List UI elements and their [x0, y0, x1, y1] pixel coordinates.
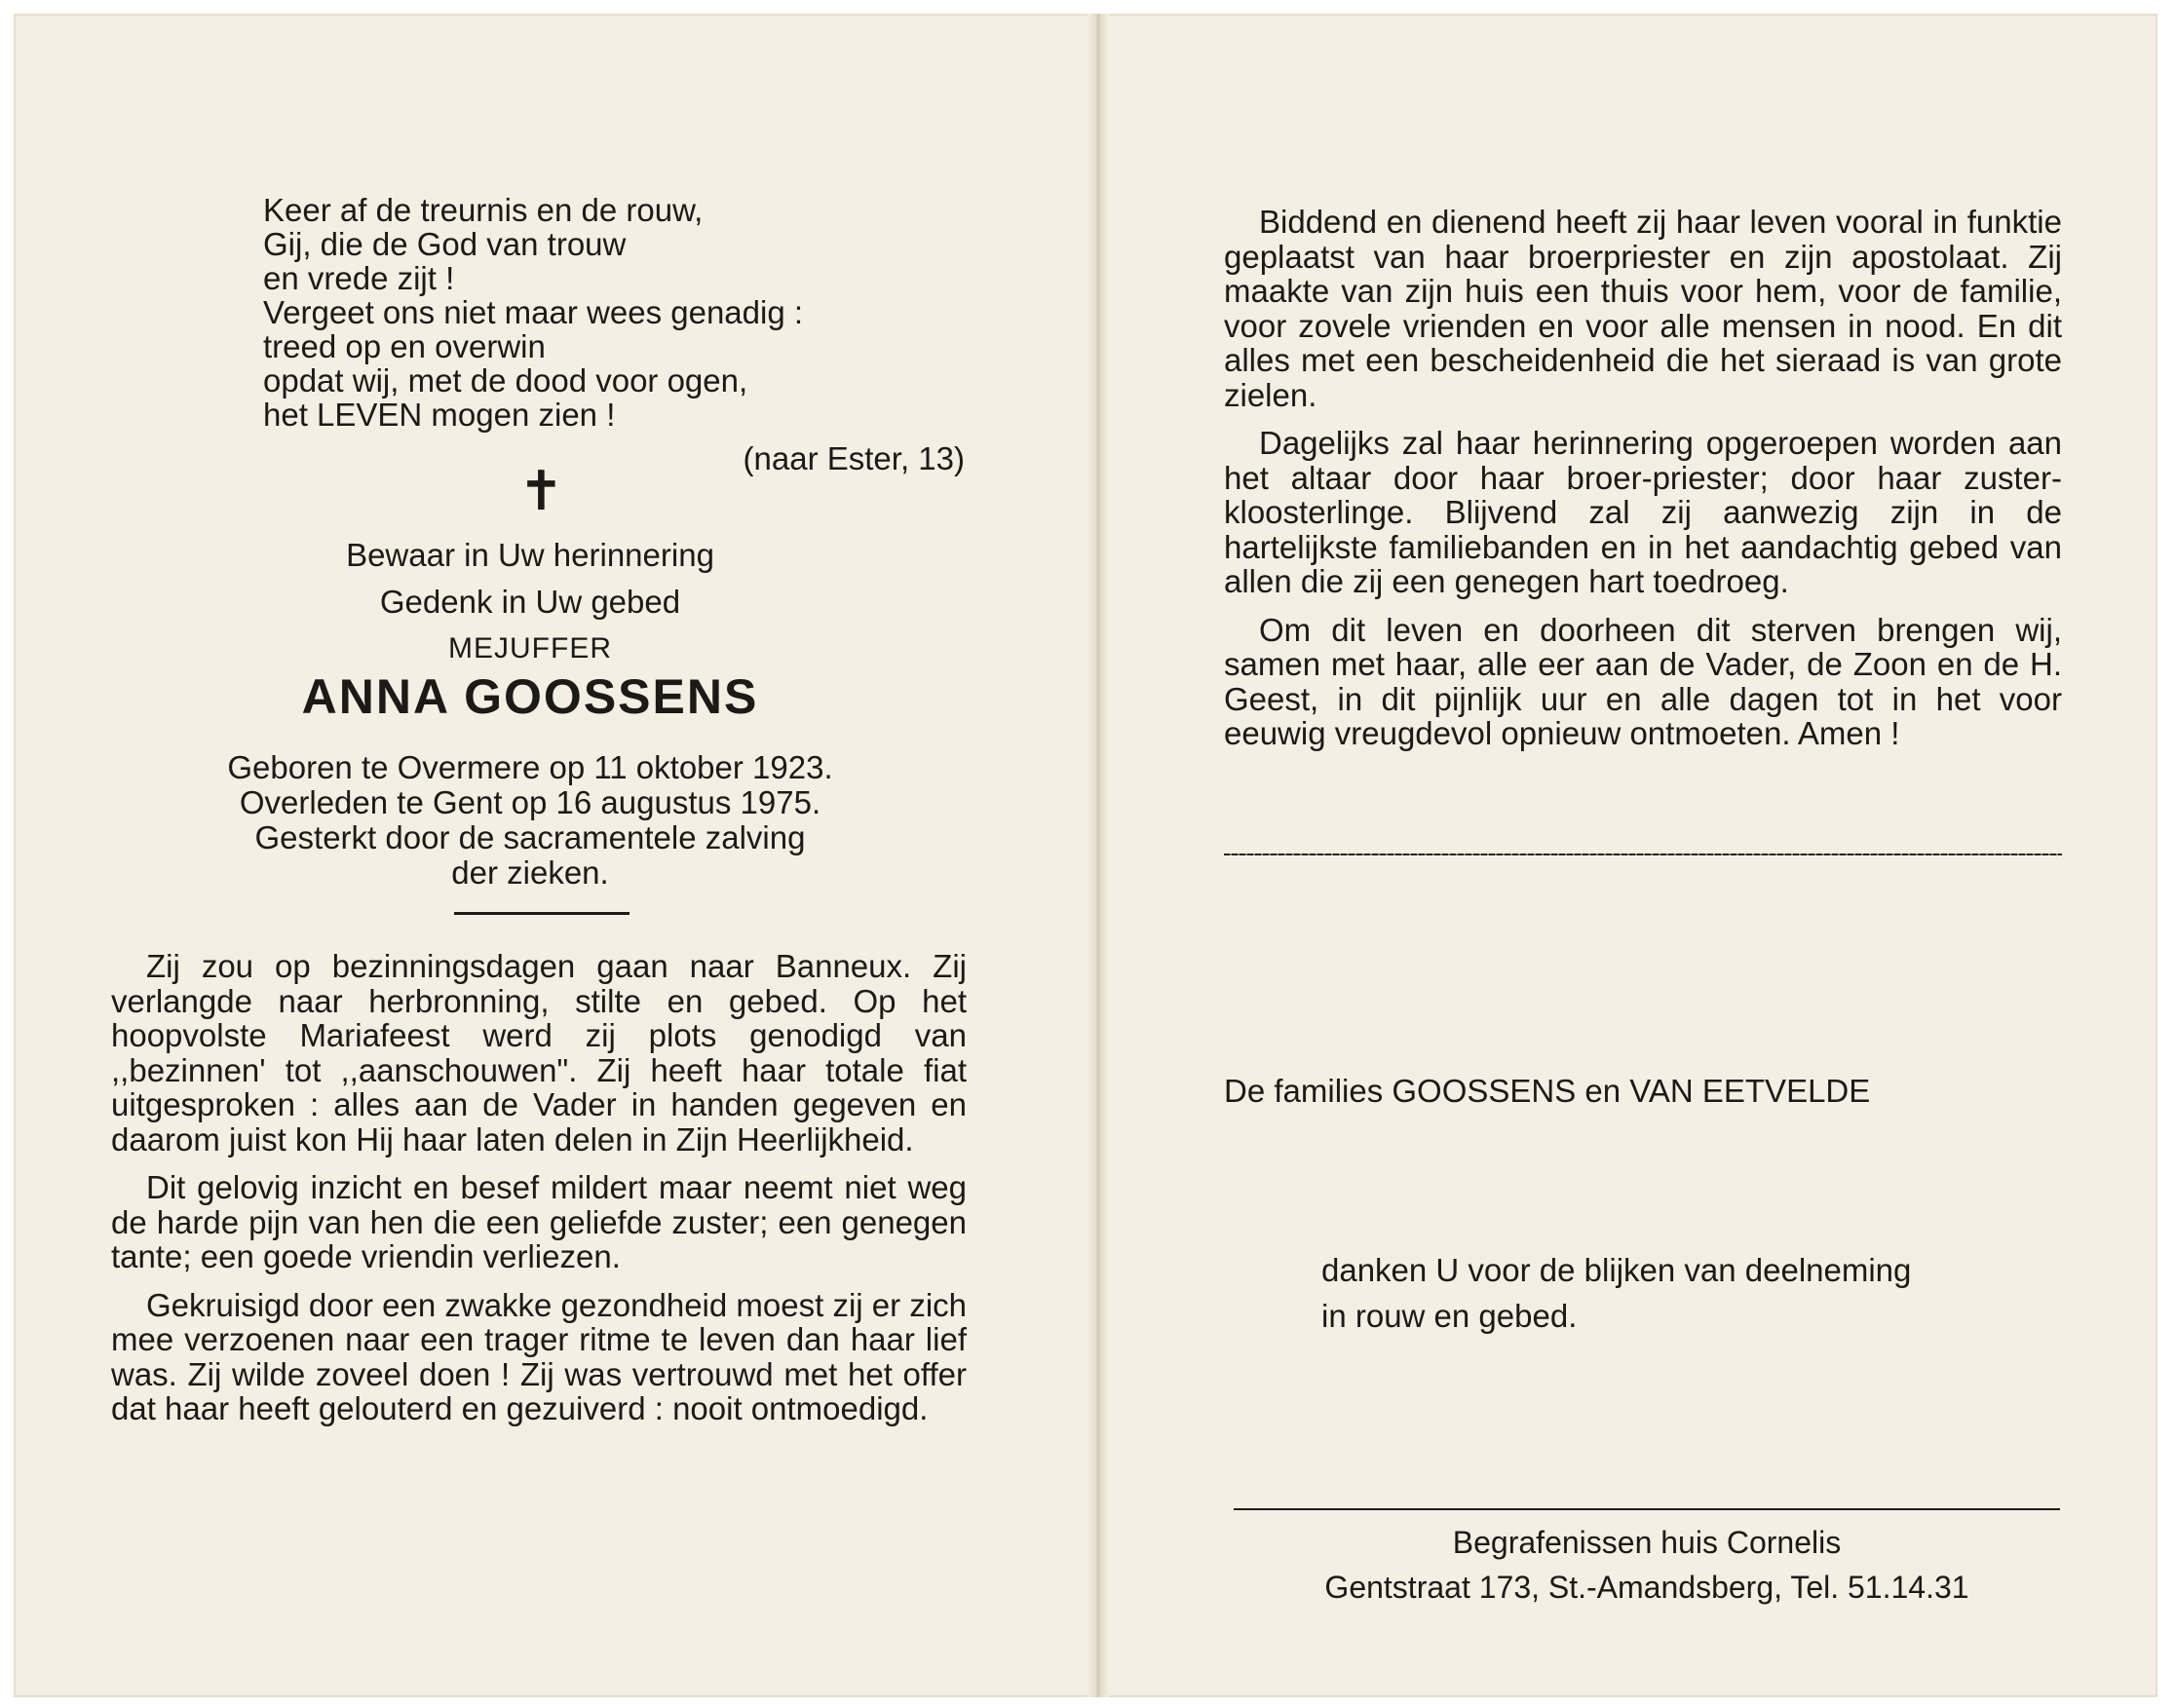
divider: [454, 912, 630, 915]
paragraph: Biddend en dienend heeft zij haar leven vooral in funktie geplaatst van haar broerpriester en zijn apostolaat. Zij maakte van zijn huis een thuis voor hem, voor de familie, voor zovele vrienden en voor alle mensen in nood. En dit alles met een bescheidenheid die het sieraad is van grote zielen.: [1224, 204, 2062, 413]
thanks-line-2: in rouw en gebed.: [1321, 1298, 1578, 1334]
card-fold: [1088, 14, 1109, 1697]
poem: [263, 193, 965, 475]
divider: [1224, 854, 2062, 855]
honorific-title: MEJUFFER: [448, 632, 612, 664]
remember-line-1: Bewaar in Uw herinnering: [346, 537, 714, 573]
paragraph: Dit gelovig inzicht en besef mildert maar neemt niet weg de harde pijn van hen die een geliefde zuster; een genegen tante; een goede vriendin verliezen.: [111, 1169, 967, 1274]
sacrament-line: Gesterkt door de sacramentele zalving: [254, 819, 806, 855]
cross-icon: ✝: [518, 460, 564, 521]
right-page: [1109, 14, 2157, 1697]
sacrament-line-end: der zieken.: [451, 854, 609, 891]
poem-source: (naar Ester, 13): [743, 440, 965, 476]
poem-line: treed op en overwin: [263, 328, 546, 364]
paragraph: Gekruisigd door een zwakke gezondheid moest zij er zich mee verzoenen naar een trager ritme te leven dan haar lief was. Zij wilde zoveel doen ! Zij was vertrouwd met het offer dat haar heeft gelouterd en gezuiverd : nooit ontmoedigd.: [111, 1286, 967, 1426]
paragraph: Dagelijks zal haar herinnering opgeroepen worden aan het altaar door haar broer-priester; door haar zuster-kloosterlinge. Blijvend zal zij aanwezig zijn in de hartelijkste familiebanden en in het aandachtig gebed van allen die zij een genegen hart toedroeg.: [1224, 425, 2062, 599]
funeral-home: [1234, 1520, 2060, 1610]
funeral-home-name: Begrafenissen huis Cornelis: [1452, 1525, 1842, 1560]
right-text-body: [1224, 205, 2062, 765]
poem-line: Vergeet ons niet maar wees genadig :: [263, 294, 804, 330]
left-page: [14, 14, 1088, 1697]
remember-line-2: Gedenk in Uw gebed: [379, 584, 681, 620]
memorial-card: [14, 14, 2157, 1697]
poem-line: Keer af de treurnis en de rouw,: [263, 192, 704, 228]
poem-line: opdat wij, met de dood voor ogen,: [263, 362, 748, 399]
divider: [1234, 1508, 2060, 1510]
paragraph: Zij zou op bezinningsdagen gaan naar Banneux. Zij verlangde naar herbronning, stilte en gebed. Op het hoopvolste Mariafeest werd zij plots genodigd van ,,bezinnen' tot ,,aanschouwen". Zij heeft haar totale fiat uitgesproken : alles aan de Vader in handen gegeven en daarom juist kon Hij haar laten delen in Zijn Heerlijkheid.: [111, 948, 967, 1158]
families-line: De families GOOSSENS en VAN EETVELDE: [1224, 1073, 1871, 1109]
death-line: Overleden te Gent op 16 augustus 1975.: [239, 784, 821, 820]
paragraph: Om dit leven en doorheen dit sterven brengen wij, samen met haar, alle eer aan de Vader, de Zoon en de H. Geest, in dit pijnlijk uur en alle dagen tot in het voor eeuwig vreugdevol opnieuw ontmoeten. Amen !: [1224, 611, 2062, 751]
poem-line: en vrede zijt !: [263, 260, 455, 296]
funeral-home-address: Gentstraat 173, St.-Amandsberg, Tel. 51.14.31: [1324, 1570, 1969, 1605]
life-facts: [140, 750, 920, 891]
left-text-body: [111, 949, 967, 1440]
birth-line: Geboren te Overmere op 11 oktober 1923.: [227, 749, 833, 785]
poem-line: Gij, die de God van trouw: [263, 226, 627, 262]
poem-line: het LEVEN mogen zien !: [263, 397, 616, 433]
thanks-line-1: danken U voor de blijken van deelneming: [1321, 1252, 1912, 1288]
thanks-text: [1321, 1247, 2062, 1339]
remembrance-heading: [140, 532, 920, 672]
deceased-name: ANNA GOOSSENS: [301, 669, 759, 724]
